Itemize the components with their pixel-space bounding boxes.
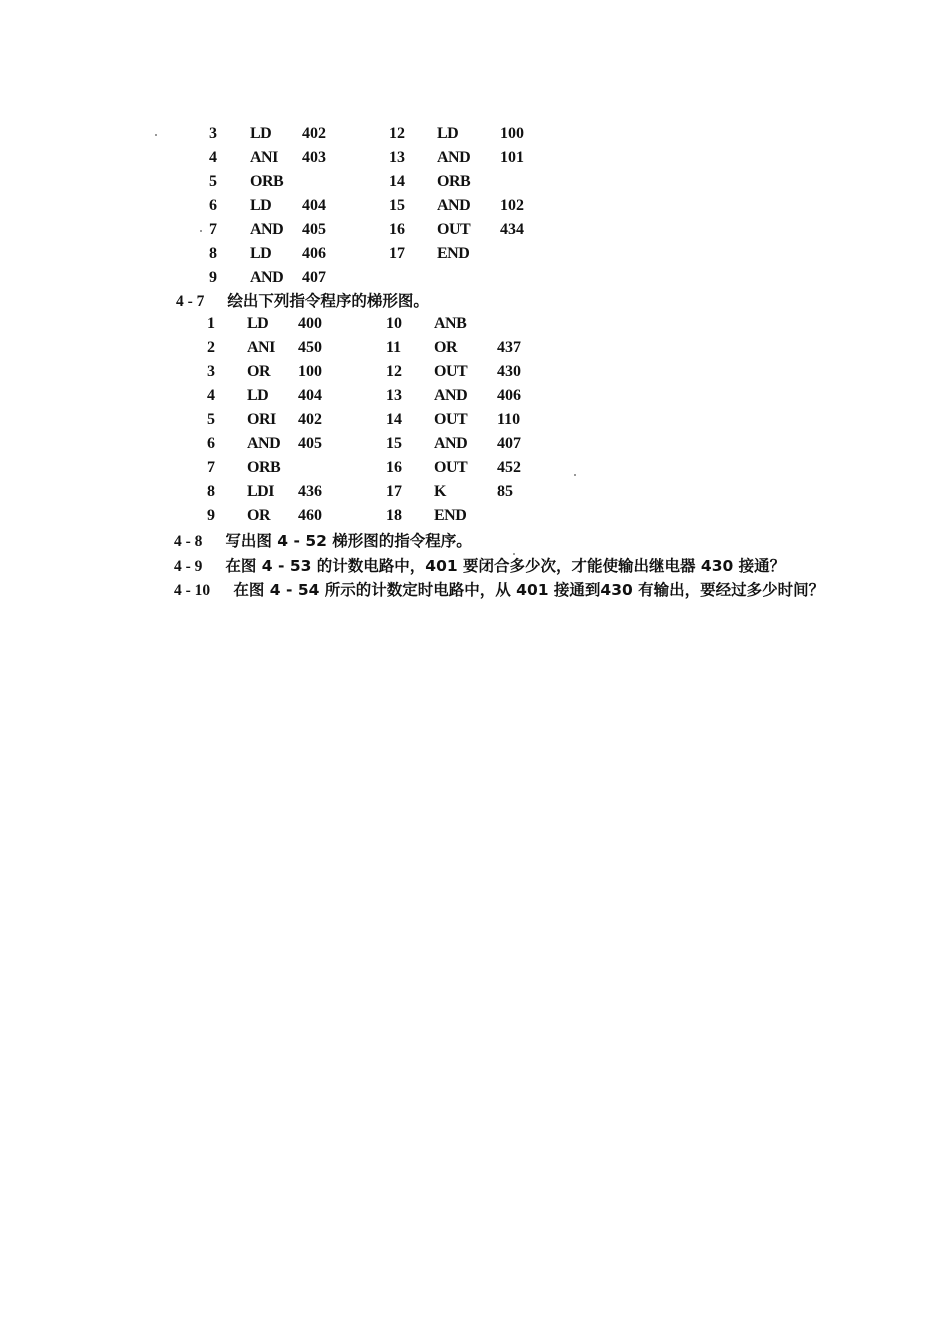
- opcode: AND: [434, 435, 468, 452]
- step-number: 6: [209, 197, 217, 214]
- step-number: 1: [207, 315, 215, 332]
- instruction-row: [0, 194, 950, 218]
- scan-speck: [200, 230, 202, 232]
- instruction-row: [0, 432, 950, 456]
- step-number: 5: [209, 173, 217, 190]
- operand: 452: [497, 459, 521, 476]
- instruction-row: [0, 242, 950, 266]
- opcode: ORB: [247, 459, 281, 476]
- operand: 407: [302, 269, 326, 286]
- step-number: 12: [389, 125, 405, 142]
- scan-speck: [155, 134, 157, 136]
- question-number: 4 - 7: [176, 293, 205, 310]
- operand: 434: [500, 221, 524, 238]
- step-number: 8: [207, 483, 215, 500]
- opcode: OR: [247, 507, 270, 524]
- step-number: 16: [386, 459, 402, 476]
- opcode: END: [434, 507, 467, 524]
- instruction-row: [0, 218, 950, 242]
- operand: 406: [302, 245, 326, 262]
- opcode: AND: [250, 221, 284, 238]
- operand: 100: [298, 363, 322, 380]
- opcode: ORI: [247, 411, 276, 428]
- opcode: OUT: [434, 363, 468, 380]
- step-number: 15: [386, 435, 402, 452]
- question-4-7: [176, 290, 429, 313]
- step-number: 8: [209, 245, 217, 262]
- opcode: OUT: [437, 221, 471, 238]
- question-text: 写出图 4 - 52 梯形图的指令程序。: [225, 532, 472, 550]
- question-text: 在图 4 - 54 所示的计数定时电路中，从 401 接通到430 有输出，要经过多少时间？: [233, 581, 825, 599]
- instruction-row: [0, 504, 950, 528]
- opcode: OR: [434, 339, 457, 356]
- operand: 404: [302, 197, 326, 214]
- operand: 407: [497, 435, 521, 452]
- question-number: 4 - 10: [174, 582, 211, 599]
- step-number: 13: [389, 149, 405, 166]
- operand: 403: [302, 149, 326, 166]
- operand: 102: [500, 197, 524, 214]
- question-4-9: [174, 555, 785, 578]
- instruction-row: [0, 312, 950, 336]
- operand: 460: [298, 507, 322, 524]
- opcode: END: [437, 245, 470, 262]
- question-number: 4 - 9: [174, 558, 203, 575]
- opcode: LD: [250, 245, 272, 262]
- instruction-row: [0, 360, 950, 384]
- step-number: 18: [386, 507, 402, 524]
- step-number: 14: [389, 173, 405, 190]
- step-number: 7: [209, 221, 217, 238]
- opcode: LD: [250, 125, 272, 142]
- step-number: 14: [386, 411, 402, 428]
- step-number: 4: [207, 387, 215, 404]
- instruction-row: [0, 170, 950, 194]
- instruction-row: [0, 146, 950, 170]
- operand: 450: [298, 339, 322, 356]
- opcode: ANI: [250, 149, 278, 166]
- step-number: 9: [207, 507, 215, 524]
- step-number: 17: [389, 245, 405, 262]
- instruction-row: [0, 336, 950, 360]
- opcode: ANI: [247, 339, 275, 356]
- step-number: 10: [386, 315, 402, 332]
- opcode: AND: [437, 149, 471, 166]
- opcode: K: [434, 483, 446, 500]
- opcode: ORB: [437, 173, 471, 190]
- step-number: 9: [209, 269, 217, 286]
- question-4-10: [174, 579, 824, 602]
- opcode: AND: [437, 197, 471, 214]
- instruction-row: [0, 384, 950, 408]
- step-number: 5: [207, 411, 215, 428]
- opcode: OUT: [434, 459, 468, 476]
- opcode: AND: [250, 269, 284, 286]
- scan-speck: [574, 474, 576, 476]
- step-number: 4: [209, 149, 217, 166]
- step-number: 17: [386, 483, 402, 500]
- instruction-row: [0, 266, 950, 290]
- instruction-row: [0, 408, 950, 432]
- opcode: ANB: [434, 315, 467, 332]
- opcode: AND: [247, 435, 281, 452]
- opcode: LD: [247, 315, 269, 332]
- step-number: 3: [207, 363, 215, 380]
- opcode: OR: [247, 363, 270, 380]
- scan-speck: [513, 553, 515, 555]
- operand: 110: [497, 411, 521, 428]
- opcode: LD: [250, 197, 272, 214]
- step-number: 16: [389, 221, 405, 238]
- question-number: 4 - 8: [174, 533, 203, 550]
- operand: 437: [497, 339, 521, 356]
- operand: 100: [500, 125, 524, 142]
- step-number: 11: [386, 339, 402, 356]
- operand: 85: [497, 483, 513, 500]
- operand: 402: [298, 411, 322, 428]
- operand: 405: [298, 435, 322, 452]
- step-number: 15: [389, 197, 405, 214]
- instruction-row: [0, 456, 950, 480]
- step-number: 7: [207, 459, 215, 476]
- step-number: 6: [207, 435, 215, 452]
- operand: 406: [497, 387, 521, 404]
- question-text: 绘出下列指令程序的梯形图。: [227, 292, 429, 310]
- step-number: 12: [386, 363, 402, 380]
- operand: 101: [500, 149, 524, 166]
- opcode: ORB: [250, 173, 284, 190]
- step-number: 3: [209, 125, 217, 142]
- operand: 436: [298, 483, 322, 500]
- opcode: LDI: [247, 483, 274, 500]
- operand: 404: [298, 387, 322, 404]
- operand: 430: [497, 363, 521, 380]
- opcode: LD: [437, 125, 459, 142]
- question-4-8: [174, 530, 472, 553]
- operand: 405: [302, 221, 326, 238]
- step-number: 13: [386, 387, 402, 404]
- opcode: LD: [247, 387, 269, 404]
- question-text: 在图 4 - 53 的计数电路中，401 要闭合多少次，才能使输出继电器 430 接通？: [225, 557, 786, 575]
- instruction-row: [0, 480, 950, 504]
- step-number: 2: [207, 339, 215, 356]
- operand: 402: [302, 125, 326, 142]
- operand: 400: [298, 315, 322, 332]
- instruction-row: [0, 122, 950, 146]
- opcode: OUT: [434, 411, 468, 428]
- opcode: AND: [434, 387, 468, 404]
